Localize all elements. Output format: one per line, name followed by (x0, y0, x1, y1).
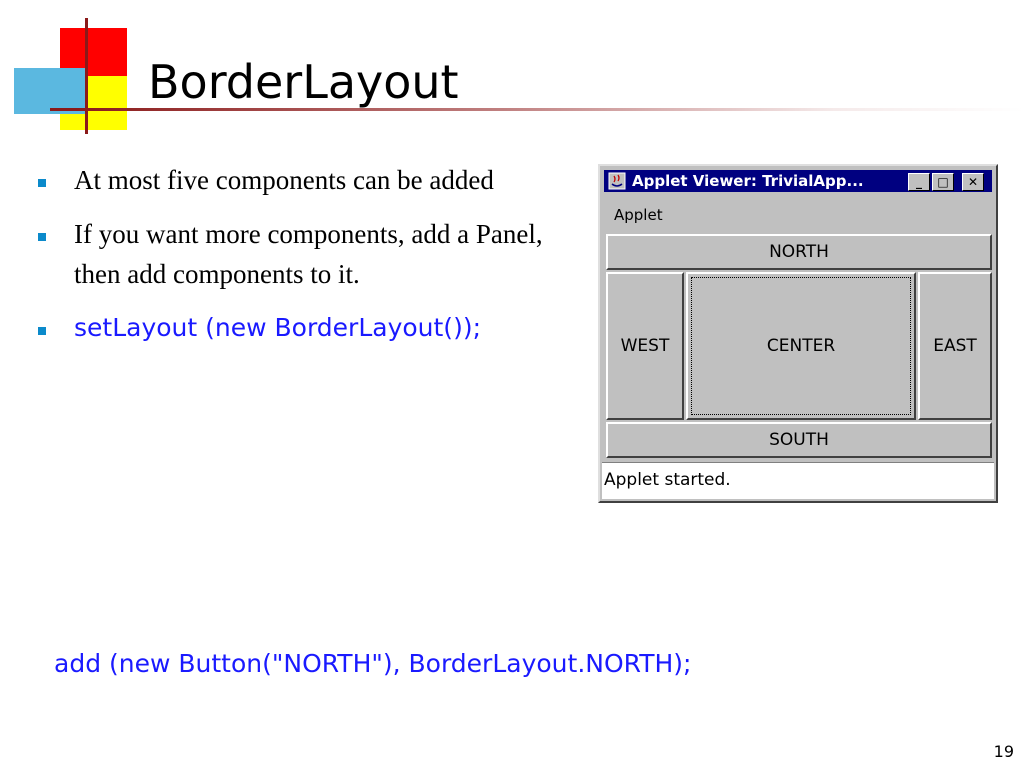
south-button-label: SOUTH (769, 430, 829, 450)
bullet-text: If you want more components, add a Panel, then add components to it. (74, 219, 543, 289)
menu-applet[interactable]: Applet (614, 206, 663, 224)
window-titlebar[interactable] (604, 170, 992, 192)
square-bullet-icon (38, 179, 46, 187)
page-title: BorderLayout (148, 55, 459, 109)
bullet-item (32, 160, 592, 200)
square-bullet-icon (38, 327, 46, 335)
applet-viewer-window (598, 164, 998, 503)
logo-vertical-line (85, 18, 88, 134)
center-button-label: CENTER (766, 336, 836, 356)
close-button[interactable]: ✕ (962, 173, 984, 191)
maximize-button[interactable]: □ (932, 173, 954, 191)
south-button[interactable] (606, 422, 992, 458)
focus-ring (691, 277, 911, 415)
bullet-code: setLayout (new BorderLayout()); (74, 313, 481, 342)
bullet-item (32, 214, 592, 294)
menu-bar (604, 194, 992, 230)
east-button[interactable] (918, 272, 992, 420)
java-applet-icon (608, 172, 626, 190)
bullet-list (32, 160, 592, 362)
window-title: Applet Viewer: TrivialApp... (632, 172, 864, 190)
square-bullet-icon (38, 233, 46, 241)
code-example: add (new Button("NORTH"), BorderLayout.NORTH); (54, 649, 692, 678)
west-button-label: WEST (620, 336, 670, 356)
status-bar (602, 462, 994, 499)
north-button-label: NORTH (769, 242, 829, 262)
bullet-item (32, 308, 592, 348)
east-button-label: EAST (933, 336, 977, 356)
north-button[interactable] (606, 234, 992, 270)
page-number: 19 (993, 742, 1014, 761)
status-text: Applet started. (604, 470, 731, 490)
center-button[interactable] (686, 272, 916, 420)
minimize-button[interactable]: _ (908, 173, 930, 191)
west-button[interactable] (606, 272, 684, 420)
bullet-text: At most five components can be added (74, 165, 494, 195)
slide-logo-decoration (0, 0, 140, 140)
